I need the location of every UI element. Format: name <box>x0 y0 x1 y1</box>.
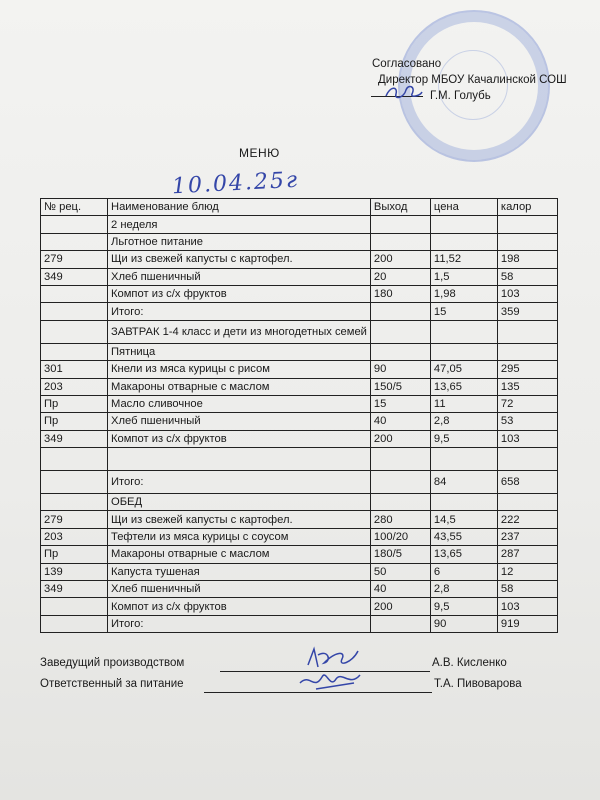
cell-dish-name: Хлеб пшеничный <box>108 581 371 598</box>
cell-price: 6 <box>430 563 497 580</box>
cell-calories: 103 <box>497 430 557 447</box>
cell-recipe-no: 279 <box>41 251 108 268</box>
cell-portion: 180/5 <box>370 546 430 563</box>
cell-dish-name: ОБЕД <box>108 494 371 511</box>
cell-portion: 150/5 <box>370 378 430 395</box>
cell-calories: 53 <box>497 413 557 430</box>
cell-price <box>430 320 497 343</box>
cell-price: 43,55 <box>430 528 497 545</box>
cell-price <box>430 448 497 471</box>
table-row <box>41 448 558 471</box>
table-row <box>41 546 558 563</box>
cell-dish-name: Кнели из мяса курицы с рисом <box>108 361 371 378</box>
footer-name-responsible: Т.А. Пивоварова <box>434 678 522 690</box>
cell-dish-name: Компот из с/х фруктов <box>108 430 371 447</box>
menu-date: 10.04.25г <box>171 167 300 200</box>
cell-calories: 222 <box>497 511 557 528</box>
cell-dish-name: Тефтели из мяса курицы с соусом <box>108 528 371 545</box>
cell-price: 9,5 <box>430 598 497 615</box>
header-calories: калор <box>497 199 557 216</box>
cell-dish-name: Масло сливочное <box>108 395 371 412</box>
responsible-signature <box>296 665 366 695</box>
cell-dish-name: Макароны отварные с маслом <box>108 378 371 395</box>
table-row <box>41 598 558 615</box>
table-row <box>41 378 558 395</box>
cell-calories: 198 <box>497 251 557 268</box>
cell-recipe-no <box>41 303 108 320</box>
cell-portion <box>370 303 430 320</box>
cell-portion <box>370 471 430 494</box>
approval-position: Директор МБОУ Качалинской СОШ <box>378 74 567 86</box>
cell-portion <box>370 320 430 343</box>
cell-price: 14,5 <box>430 511 497 528</box>
cell-dish-name: 2 неделя <box>108 216 371 233</box>
cell-portion: 15 <box>370 395 430 412</box>
approval-block <box>372 56 567 104</box>
cell-portion: 200 <box>370 430 430 447</box>
cell-portion: 280 <box>370 511 430 528</box>
cell-calories: 103 <box>497 598 557 615</box>
cell-portion <box>370 343 430 360</box>
cell-portion: 200 <box>370 251 430 268</box>
cell-calories: 287 <box>497 546 557 563</box>
cell-dish-name: Компот из с/х фруктов <box>108 285 371 302</box>
cell-dish-name: Итого: <box>108 303 371 320</box>
cell-dish-name: Льготное питание <box>108 233 371 250</box>
cell-price: 11 <box>430 395 497 412</box>
cell-price <box>430 343 497 360</box>
cell-recipe-no: 349 <box>41 581 108 598</box>
cell-calories: 135 <box>497 378 557 395</box>
cell-portion <box>370 233 430 250</box>
table-row <box>41 251 558 268</box>
cell-recipe-no <box>41 471 108 494</box>
director-signature <box>382 82 426 102</box>
cell-price: 2,8 <box>430 581 497 598</box>
menu-table <box>40 198 558 633</box>
cell-price: 1,98 <box>430 285 497 302</box>
table-row <box>41 285 558 302</box>
cell-recipe-no <box>41 598 108 615</box>
cell-recipe-no: 203 <box>41 528 108 545</box>
cell-calories <box>497 494 557 511</box>
cell-calories <box>497 448 557 471</box>
cell-dish-name: Щи из свежей капусты с картофел. <box>108 251 371 268</box>
cell-price: 13,65 <box>430 378 497 395</box>
cell-portion <box>370 216 430 233</box>
header-price: цена <box>430 199 497 216</box>
cell-dish-name: Итого: <box>108 615 371 632</box>
approval-heading: Согласовано <box>372 58 442 70</box>
cell-recipe-no <box>41 285 108 302</box>
cell-portion <box>370 615 430 632</box>
table-row <box>41 320 558 343</box>
cell-price: 90 <box>430 615 497 632</box>
cell-recipe-no: 279 <box>41 511 108 528</box>
table-row <box>41 471 558 494</box>
cell-calories <box>497 233 557 250</box>
cell-dish-name: Итого: <box>108 471 371 494</box>
cell-calories: 58 <box>497 581 557 598</box>
cell-recipe-no <box>41 494 108 511</box>
table-row <box>41 413 558 430</box>
page-title: МЕНЮ <box>239 146 280 160</box>
cell-dish-name: Хлеб пшеничный <box>108 413 371 430</box>
cell-dish-name: Макароны отварные с маслом <box>108 546 371 563</box>
cell-dish-name: Капуста тушеная <box>108 563 371 580</box>
cell-dish-name <box>108 448 371 471</box>
cell-calories: 72 <box>497 395 557 412</box>
table-row <box>41 343 558 360</box>
cell-recipe-no: 301 <box>41 361 108 378</box>
table-row <box>41 494 558 511</box>
cell-calories: 658 <box>497 471 557 494</box>
cell-calories: 359 <box>497 303 557 320</box>
cell-portion <box>370 448 430 471</box>
cell-price: 15 <box>430 303 497 320</box>
cell-recipe-no: 349 <box>41 268 108 285</box>
cell-dish-name: ЗАВТРАК 1-4 класс и дети из многодетных семей <box>108 320 371 343</box>
cell-portion: 180 <box>370 285 430 302</box>
table-row <box>41 268 558 285</box>
cell-dish-name: Пятница <box>108 343 371 360</box>
cell-portion: 200 <box>370 598 430 615</box>
cell-recipe-no <box>41 320 108 343</box>
cell-price: 13,65 <box>430 546 497 563</box>
cell-calories: 12 <box>497 563 557 580</box>
cell-dish-name: Компот из с/х фруктов <box>108 598 371 615</box>
cell-portion: 100/20 <box>370 528 430 545</box>
table-row <box>41 615 558 632</box>
cell-price <box>430 233 497 250</box>
header-portion: Выход <box>370 199 430 216</box>
cell-portion <box>370 494 430 511</box>
table-row <box>41 233 558 250</box>
cell-portion: 50 <box>370 563 430 580</box>
cell-calories <box>497 216 557 233</box>
cell-price <box>430 216 497 233</box>
table-row <box>41 395 558 412</box>
table-row <box>41 216 558 233</box>
cell-recipe-no: Пр <box>41 546 108 563</box>
cell-recipe-no <box>41 216 108 233</box>
cell-price: 11,52 <box>430 251 497 268</box>
cell-portion: 90 <box>370 361 430 378</box>
cell-price <box>430 494 497 511</box>
cell-portion: 40 <box>370 413 430 430</box>
cell-recipe-no <box>41 448 108 471</box>
table-row <box>41 528 558 545</box>
table-row <box>41 511 558 528</box>
approval-name: Г.М. Голубь <box>430 90 491 102</box>
table-row <box>41 303 558 320</box>
table-row <box>41 430 558 447</box>
cell-recipe-no: 349 <box>41 430 108 447</box>
header-recipe-no: № рец. <box>41 199 108 216</box>
table-header-row <box>41 199 558 216</box>
cell-calories <box>497 343 557 360</box>
cell-price: 9,5 <box>430 430 497 447</box>
cell-recipe-no <box>41 343 108 360</box>
cell-calories: 103 <box>497 285 557 302</box>
cell-calories <box>497 320 557 343</box>
table-row <box>41 581 558 598</box>
cell-price: 2,8 <box>430 413 497 430</box>
footer-label-responsible: Ответственный за питание <box>40 678 184 690</box>
cell-price: 1,5 <box>430 268 497 285</box>
cell-calories: 919 <box>497 615 557 632</box>
cell-dish-name: Хлеб пшеничный <box>108 268 371 285</box>
cell-calories: 237 <box>497 528 557 545</box>
cell-recipe-no: Пр <box>41 395 108 412</box>
cell-price: 47,05 <box>430 361 497 378</box>
table-row <box>41 563 558 580</box>
footer-name-production: А.В. Кисленко <box>432 657 507 669</box>
cell-recipe-no <box>41 233 108 250</box>
cell-recipe-no: 139 <box>41 563 108 580</box>
cell-recipe-no <box>41 615 108 632</box>
table-row <box>41 361 558 378</box>
cell-dish-name: Щи из свежей капусты с картофел. <box>108 511 371 528</box>
cell-calories: 295 <box>497 361 557 378</box>
cell-recipe-no: 203 <box>41 378 108 395</box>
cell-portion: 40 <box>370 581 430 598</box>
cell-price: 84 <box>430 471 497 494</box>
cell-portion: 20 <box>370 268 430 285</box>
header-dish-name: Наименование блюд <box>108 199 371 216</box>
footer-label-production: Заведущий производством <box>40 657 185 669</box>
cell-calories: 58 <box>497 268 557 285</box>
cell-recipe-no: Пр <box>41 413 108 430</box>
